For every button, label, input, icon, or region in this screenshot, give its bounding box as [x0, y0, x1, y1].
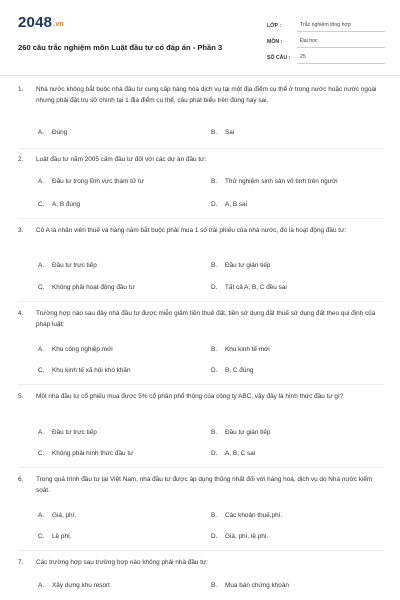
option-letter: C.	[38, 284, 45, 291]
meta-label: SỐ CÂU :	[267, 55, 291, 61]
question-number: 7.	[18, 559, 24, 566]
meta-value: 25	[297, 54, 385, 64]
answer-option[interactable]	[38, 429, 97, 436]
question-divider	[18, 218, 384, 219]
option-letter: C.	[38, 201, 45, 208]
answer-option[interactable]	[38, 367, 131, 374]
question-text: Luật đầu tư năm 2005 cấm đầu tư đối với các dự án đầu tư:	[36, 155, 207, 163]
site-logo[interactable]	[18, 14, 64, 31]
option-text: Mua bán chứng khoán	[225, 582, 289, 589]
question-item	[18, 310, 384, 376]
answer-option[interactable]	[38, 512, 76, 519]
option-letter: A.	[38, 262, 45, 269]
option-text: A, B đúng	[52, 201, 81, 208]
option-letter: A.	[38, 429, 45, 436]
option-text: Không phải hoạt động đầu tư	[52, 284, 135, 291]
option-letter: B.	[211, 512, 218, 519]
option-letter: A.	[38, 512, 45, 519]
answer-option[interactable]	[38, 129, 67, 136]
option-letter: B.	[211, 129, 218, 136]
option-text: Khu kinh tế xã hội khó khăn	[52, 367, 131, 374]
question-item	[18, 476, 384, 542]
answer-option[interactable]	[211, 367, 253, 374]
page-header	[18, 12, 384, 72]
option-letter: A.	[38, 178, 45, 185]
meta-label: MÔN :	[267, 39, 283, 45]
question-divider	[18, 467, 384, 468]
question-text: Trường hợp nào sau đây nhà đầu tư được miễn giảm tiền thuê đất, tiền sử dụng đất thuế sử dụng đất theo qui định của pháp luật:	[36, 309, 376, 328]
option-letter: C.	[38, 533, 45, 540]
option-letter: D.	[211, 367, 218, 374]
meta-value: Trắc nghiệm tổng hợp	[297, 22, 385, 32]
question-item	[18, 393, 384, 459]
option-text: Đúng	[52, 129, 68, 136]
answer-option[interactable]	[211, 129, 234, 136]
question-number: 2.	[18, 156, 24, 163]
option-letter: D.	[211, 284, 218, 291]
option-letter: B.	[211, 582, 218, 589]
option-text: Đầu tư gián tiếp	[225, 262, 271, 269]
answer-option[interactable]	[211, 582, 289, 589]
question-number: 5.	[18, 393, 24, 400]
question-text: Một nhà đầu tư cổ phiếu mua được 5% cổ phần phổ thông của công ty ABC, vậy đây là hình thức đầu tư gì?	[36, 392, 344, 400]
option-text: Thử nghiệm sinh sản vô tính trên người	[225, 178, 338, 185]
option-text: Lệ phí.	[52, 533, 72, 540]
option-text: Đầu tư trong lĩnh vực thám tử tư	[52, 178, 145, 185]
logo-suffix: .vn	[53, 21, 64, 28]
option-text: A, B, C sai	[225, 450, 256, 457]
answer-option[interactable]	[38, 533, 72, 540]
answer-option[interactable]	[211, 533, 268, 540]
option-letter: A.	[38, 346, 45, 353]
option-letter: C.	[38, 367, 45, 374]
answer-option[interactable]	[38, 582, 110, 589]
option-text: Tất cả A, B, C đều sai	[225, 284, 287, 291]
option-text: Giá, phí, lệ phí.	[225, 533, 269, 540]
question-number: 4.	[18, 310, 24, 317]
option-text: A, B sai	[225, 201, 248, 208]
option-letter: D.	[211, 450, 218, 457]
question-divider	[18, 301, 384, 302]
question-item	[18, 86, 384, 140]
page-title: 260 câu trắc nghiệm môn Luật đầu tư có đáp án - Phần 3	[18, 43, 223, 52]
question-text: Các trường hợp sau trường hợp nào không phải nhà đầu tư:	[36, 558, 209, 566]
option-letter: A.	[38, 582, 45, 589]
header-divider	[0, 75, 400, 76]
logo-text: 2048	[18, 14, 53, 31]
answer-option[interactable]	[211, 284, 287, 291]
meta-label: LỚP :	[267, 23, 282, 29]
option-letter: B.	[211, 178, 218, 185]
option-letter: D.	[211, 201, 218, 208]
question-divider	[18, 384, 384, 385]
option-letter: D.	[211, 533, 218, 540]
option-text: B, C đúng	[225, 367, 254, 374]
question-text: Cô A là nhân viên thuế và hàng năm bắt buộc phải mua 1 số trái phiếu của nhà nước, đó là hoạt động đầu tư:	[36, 226, 347, 234]
option-text: Giá, phí.	[52, 512, 77, 519]
question-text: Trong quá trình đầu tư tại Việt Nam, nhà đầu tư được áp dụng thống nhất đối với hàng hoá, dịch vụ do Nhà nước kiểm soát.	[36, 475, 373, 494]
option-text: Sai	[225, 129, 235, 136]
question-text: Nhà nước không bắt buộc nhà đầu tư cung cấp hàng hóa dịch vụ tại một địa điểm cụ thể ở trong nước hoặc nước ngoài nhưng phải đặt trụ sở chính tại 1 địa điểm cụ thể, câu phát biểu trên đúng hay sai.	[36, 85, 377, 104]
option-text: Xây dựng khu resort	[52, 582, 110, 589]
question-number: 6.	[18, 476, 24, 483]
question-item	[18, 559, 384, 595]
meta-row-count	[267, 48, 385, 64]
answer-option[interactable]	[211, 262, 271, 269]
option-letter: A.	[38, 129, 45, 136]
answer-option[interactable]	[211, 178, 338, 185]
option-text: Đầu tư gián tiếp	[225, 429, 271, 436]
option-letter: B.	[211, 429, 218, 436]
option-text: Khu công nghiệp mới	[52, 346, 113, 353]
answer-option[interactable]	[38, 284, 135, 291]
answer-option[interactable]	[211, 450, 255, 457]
answer-option[interactable]	[211, 346, 270, 353]
question-divider	[18, 148, 384, 149]
meta-row-class	[267, 16, 385, 32]
question-number: 1.	[18, 86, 24, 93]
option-text: Đầu tư trực tiếp	[52, 262, 97, 269]
meta-row-subject	[267, 32, 385, 48]
option-letter: B.	[211, 262, 218, 269]
question-item	[18, 156, 384, 210]
option-text: Không phải hình thức đầu tư	[52, 450, 134, 457]
question-divider	[18, 550, 384, 551]
meta-info	[267, 16, 385, 64]
meta-value: Đại học	[297, 38, 385, 48]
option-text: Đầu tư trực tiếp	[52, 429, 97, 436]
answer-option[interactable]	[211, 512, 282, 519]
option-letter: C.	[38, 450, 45, 457]
option-text: Các khoản thuế,phí.	[225, 512, 283, 519]
option-letter: B.	[211, 346, 218, 353]
answer-option[interactable]	[38, 201, 80, 208]
answer-option[interactable]	[38, 346, 113, 353]
question-number: 3.	[18, 227, 24, 234]
answer-option[interactable]	[38, 450, 133, 457]
answer-option[interactable]	[38, 178, 144, 185]
option-text: Khu kinh tế mới	[225, 346, 270, 353]
question-item	[18, 227, 384, 293]
answer-option[interactable]	[211, 429, 271, 436]
answer-option[interactable]	[38, 262, 97, 269]
answer-option[interactable]	[211, 201, 247, 208]
